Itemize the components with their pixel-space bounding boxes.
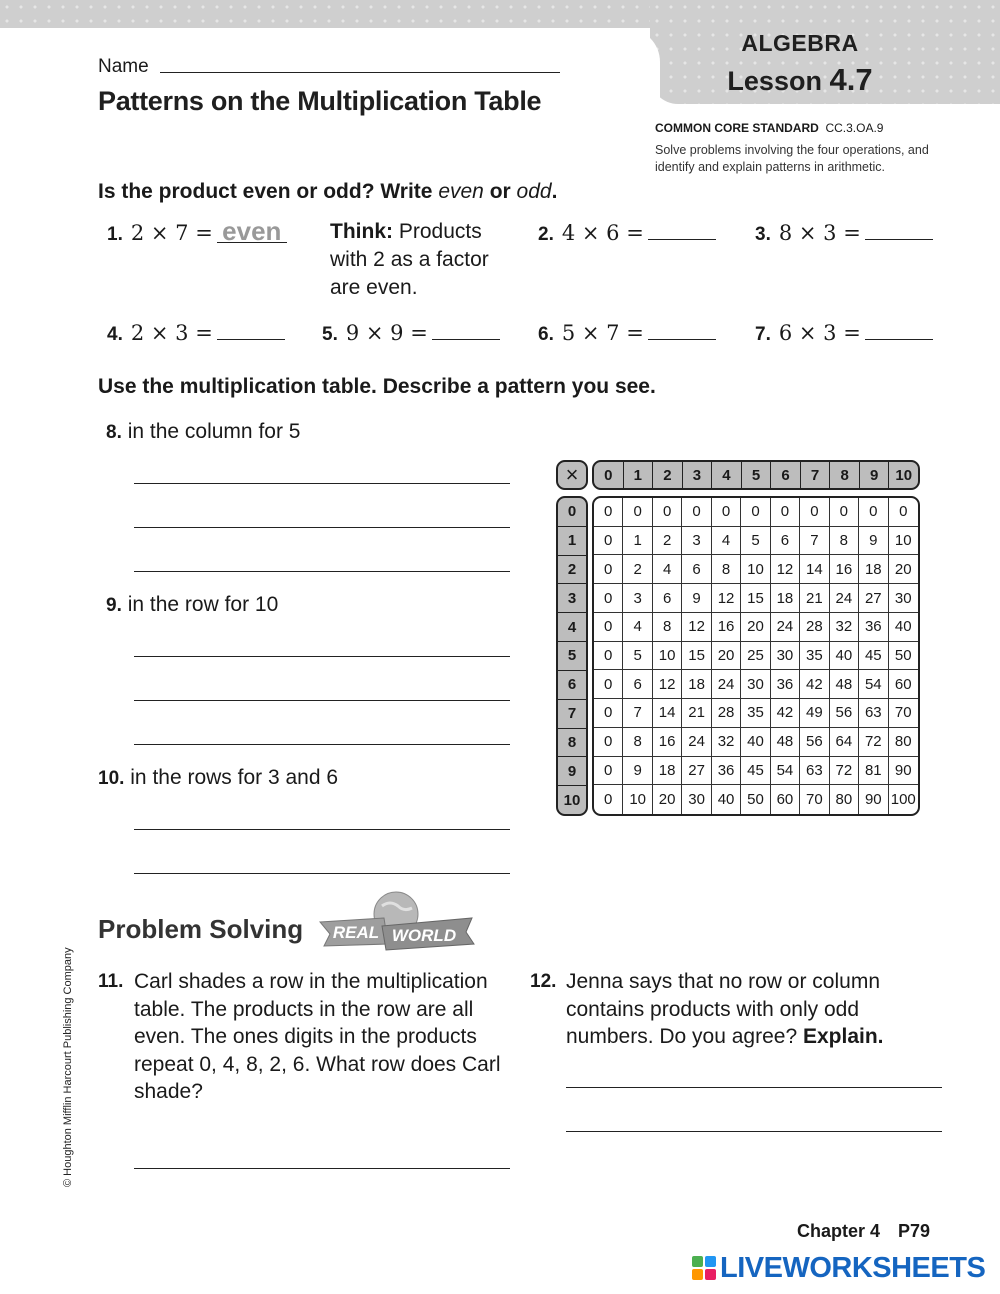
problem-number: 6. <box>538 324 554 345</box>
table-column-header: 8 <box>830 462 860 488</box>
table-cell: 6 <box>771 527 800 556</box>
table-cell: 35 <box>741 699 770 728</box>
answer-blank[interactable] <box>217 322 285 340</box>
name-field[interactable] <box>160 72 560 73</box>
instr-text: Is the product even or odd? Write <box>98 180 439 203</box>
table-cell: 0 <box>594 498 623 527</box>
table-cell: 70 <box>889 699 918 728</box>
table-cell: 0 <box>653 498 682 527</box>
question-9 <box>106 593 278 617</box>
table-cell: 0 <box>889 498 918 527</box>
table-column-header: 9 <box>860 462 890 488</box>
problem-number: 5. <box>322 324 338 345</box>
table-cell: 0 <box>830 498 859 527</box>
answer-line[interactable] <box>134 744 510 745</box>
lesson-number: 4.7 <box>829 62 873 97</box>
table-cell: 32 <box>830 613 859 642</box>
table-cell: 2 <box>653 527 682 556</box>
answer-line[interactable] <box>134 483 510 484</box>
problem-6 <box>538 320 716 346</box>
question-text: in the column for 5 <box>127 420 301 443</box>
table-cell: 10 <box>741 555 770 584</box>
table-cell: 4 <box>623 613 652 642</box>
table-cell: 4 <box>712 527 741 556</box>
table-cell: 18 <box>682 670 711 699</box>
table-cell: 18 <box>653 757 682 786</box>
table-row-headers <box>556 496 588 816</box>
table-column-header: 7 <box>801 462 831 488</box>
table-cell: 35 <box>800 642 829 671</box>
problem-7 <box>755 320 933 346</box>
table-cell: 18 <box>771 584 800 613</box>
table-cell: 10 <box>889 527 918 556</box>
table-cell: 5 <box>623 642 652 671</box>
question-text: Carl shades a row in the multiplication table. The products in the row are all even. The ones digits in the products repeat 0, 4, 8, 2, 6. What row does Carl shade? <box>134 970 501 1103</box>
table-cell: 48 <box>830 670 859 699</box>
chapter-label: Chapter 4 <box>797 1221 881 1241</box>
table-cell: 40 <box>741 728 770 757</box>
table-cell: 0 <box>594 785 623 814</box>
table-corner: × <box>556 460 588 490</box>
table-cell: 30 <box>889 584 918 613</box>
table-cell: 8 <box>830 527 859 556</box>
answer-line[interactable] <box>134 527 510 528</box>
multiplication-table <box>592 496 920 816</box>
table-cell: 50 <box>889 642 918 671</box>
table-cell: 27 <box>859 584 888 613</box>
answer-line[interactable] <box>134 700 510 701</box>
question-10 <box>98 766 338 790</box>
standard-heading <box>655 121 883 135</box>
think-hint <box>330 218 520 302</box>
table-cell: 40 <box>712 785 741 814</box>
table-cell: 9 <box>623 757 652 786</box>
table-cell: 6 <box>623 670 652 699</box>
table-cell: 32 <box>712 728 741 757</box>
table-cell: 14 <box>800 555 829 584</box>
instr-dot: . <box>551 180 558 203</box>
table-cell: 8 <box>623 728 652 757</box>
table-cell: 20 <box>889 555 918 584</box>
question-number: 8. <box>106 422 122 443</box>
table-cell: 20 <box>741 613 770 642</box>
table-row-header: 8 <box>558 729 586 758</box>
table-column-header: 2 <box>653 462 683 488</box>
table-cell: 0 <box>594 584 623 613</box>
problem-5 <box>322 320 500 346</box>
table-column-headers <box>592 460 920 490</box>
section1-instruction <box>98 180 557 204</box>
table-cell: 36 <box>712 757 741 786</box>
table-cell: 40 <box>889 613 918 642</box>
instr-even: even <box>438 180 484 203</box>
table-row-header: 0 <box>558 498 586 527</box>
think-label: Think: <box>330 220 393 243</box>
copyright-notice: © Houghton Mifflin Harcourt Publishing Company <box>62 947 74 1187</box>
table-cell: 12 <box>653 670 682 699</box>
table-cell: 72 <box>830 757 859 786</box>
table-cell: 0 <box>594 613 623 642</box>
table-cell: 3 <box>623 584 652 613</box>
problem-number: 2. <box>538 224 554 245</box>
table-cell: 90 <box>889 757 918 786</box>
section2-instruction: Use the multiplication table. Describe a pattern you see. <box>98 375 656 398</box>
table-cell: 20 <box>653 785 682 814</box>
table-cell: 80 <box>830 785 859 814</box>
answer-line[interactable] <box>566 1131 942 1132</box>
table-cell: 30 <box>741 670 770 699</box>
algebra-label: ALGEBRA <box>741 30 859 56</box>
table-cell: 16 <box>712 613 741 642</box>
problem-expression: 8 × 3 = <box>778 221 861 245</box>
table-cell: 36 <box>859 613 888 642</box>
answer-blank[interactable] <box>865 322 933 340</box>
problem-expression: 2 × 3 = <box>130 321 213 345</box>
table-cell: 16 <box>830 555 859 584</box>
brand-name: LIVEWORKSHEETS <box>720 1251 986 1284</box>
table-cell: 54 <box>771 757 800 786</box>
table-cell: 0 <box>594 699 623 728</box>
table-cell: 63 <box>859 699 888 728</box>
table-column-header: 1 <box>624 462 654 488</box>
table-cell: 0 <box>741 498 770 527</box>
problem-solving-title: Problem Solving <box>98 914 304 944</box>
answer-line[interactable] <box>134 873 510 874</box>
table-cell: 49 <box>800 699 829 728</box>
table-column-header: 5 <box>742 462 772 488</box>
table-cell: 3 <box>682 527 711 556</box>
table-cell: 0 <box>594 728 623 757</box>
table-cell: 90 <box>859 785 888 814</box>
table-cell: 28 <box>712 699 741 728</box>
table-cell: 12 <box>712 584 741 613</box>
table-cell: 24 <box>830 584 859 613</box>
table-cell: 50 <box>741 785 770 814</box>
table-cell: 60 <box>889 670 918 699</box>
table-cell: 15 <box>741 584 770 613</box>
table-cell: 1 <box>623 527 652 556</box>
table-cell: 64 <box>830 728 859 757</box>
page-title: Patterns on the Multiplication Table <box>98 86 542 116</box>
page-number: P79 <box>898 1221 931 1241</box>
table-column-header: 3 <box>683 462 713 488</box>
answer-line[interactable] <box>134 1168 510 1169</box>
standard-code: CC.3.OA.9 <box>825 121 884 135</box>
table-cell: 42 <box>771 699 800 728</box>
table-cell: 8 <box>712 555 741 584</box>
table-cell: 12 <box>771 555 800 584</box>
table-cell: 6 <box>653 584 682 613</box>
table-cell: 5 <box>741 527 770 556</box>
problem-3 <box>755 220 933 246</box>
page-footer <box>797 1221 930 1242</box>
table-row-header: 3 <box>558 584 586 613</box>
table-cell: 15 <box>682 642 711 671</box>
standard-label: COMMON CORE STANDARD <box>655 121 819 135</box>
table-column-header: 4 <box>712 462 742 488</box>
answer-blank[interactable] <box>432 322 500 340</box>
instr-or: or <box>483 180 517 203</box>
table-cell: 24 <box>712 670 741 699</box>
table-cell: 0 <box>594 670 623 699</box>
table-cell: 30 <box>682 785 711 814</box>
lesson-word: Lesson <box>727 66 822 96</box>
banner-real: REAL <box>332 923 380 942</box>
liveworksheets-logo[interactable] <box>692 1253 985 1283</box>
table-cell: 72 <box>859 728 888 757</box>
table-cell: 100 <box>890 791 916 809</box>
table-cell: 81 <box>859 757 888 786</box>
table-cell: 70 <box>800 785 829 814</box>
question-text: in the row for 10 <box>127 593 279 616</box>
question-number: 10. <box>98 768 125 789</box>
blocks-icon <box>692 1256 716 1280</box>
problem-expression: 9 × 9 = <box>345 321 428 345</box>
table-cell: 56 <box>830 699 859 728</box>
table-cell: 7 <box>623 699 652 728</box>
table-cell: 8 <box>653 613 682 642</box>
problem-number: 4. <box>107 324 123 345</box>
table-cell: 0 <box>800 498 829 527</box>
table-cell: 54 <box>859 670 888 699</box>
table-cell: 0 <box>594 642 623 671</box>
question-text: in the rows for 3 and 6 <box>130 766 339 789</box>
table-cell: 24 <box>771 613 800 642</box>
table-cell: 0 <box>594 757 623 786</box>
table-cell: 42 <box>800 670 829 699</box>
table-cell: 2 <box>623 555 652 584</box>
table-cell: 30 <box>771 642 800 671</box>
table-row-header: 4 <box>558 613 586 642</box>
table-cell: 21 <box>682 699 711 728</box>
problem-number: 1. <box>107 224 123 245</box>
answer-blank[interactable] <box>648 222 716 240</box>
table-cell: 63 <box>800 757 829 786</box>
think-text: Products with 2 as a factor are even. <box>330 220 489 299</box>
table-column-header: 6 <box>771 462 801 488</box>
table-cell: 6 <box>682 555 711 584</box>
problem-4 <box>107 320 285 346</box>
table-cell: 21 <box>800 584 829 613</box>
table-cell: 24 <box>682 728 711 757</box>
table-cell: 27 <box>682 757 711 786</box>
table-cell: 40 <box>830 642 859 671</box>
table-cell: 12 <box>682 613 711 642</box>
table-row-header: 2 <box>558 556 586 585</box>
table-cell: 0 <box>771 498 800 527</box>
problem-2 <box>538 220 716 246</box>
problem-expression: 6 × 3 = <box>778 321 861 345</box>
table-cell: 48 <box>771 728 800 757</box>
table-row-header: 1 <box>558 527 586 556</box>
problem-expression: 5 × 7 = <box>561 321 644 345</box>
table-cell: 0 <box>594 555 623 584</box>
table-row-header: 5 <box>558 642 586 671</box>
lesson-label <box>650 62 950 98</box>
problem-expression: 2 × 7 = <box>130 221 213 245</box>
question-number: 11. <box>98 971 124 992</box>
problem-number: 3. <box>755 224 771 245</box>
answer-line[interactable] <box>134 656 510 657</box>
real-world-banner <box>316 888 478 958</box>
question-number: 12. <box>530 971 557 992</box>
answer-line[interactable] <box>566 1087 942 1088</box>
table-cell: 20 <box>712 642 741 671</box>
answer-line[interactable] <box>134 571 510 572</box>
problem-number: 7. <box>755 324 771 345</box>
table-cell: 4 <box>653 555 682 584</box>
answer-blank[interactable]: even <box>217 220 287 243</box>
table-cell: 60 <box>771 785 800 814</box>
table-row-header: 6 <box>558 671 586 700</box>
table-cell: 18 <box>859 555 888 584</box>
banner-world: WORLD <box>391 926 457 945</box>
table-cell: 0 <box>623 498 652 527</box>
table-cell: 0 <box>859 498 888 527</box>
table-cell: 25 <box>741 642 770 671</box>
standard-text: Solve problems involving the four operations, and identify and explain patterns in arithmetic. <box>655 143 929 174</box>
table-cell: 16 <box>653 728 682 757</box>
answer-blank[interactable] <box>865 222 933 240</box>
table-cell: 14 <box>653 699 682 728</box>
table-cell: 7 <box>800 527 829 556</box>
table-cell: 56 <box>800 728 829 757</box>
question-number: 9. <box>106 595 122 616</box>
problem-1 <box>107 216 287 246</box>
table-cell: 0 <box>682 498 711 527</box>
table-cell: 9 <box>682 584 711 613</box>
answer-line[interactable] <box>134 829 510 830</box>
instr-odd: odd <box>516 180 552 203</box>
question-11 <box>98 968 514 1106</box>
table-column-header: 0 <box>594 462 624 488</box>
table-cell: 45 <box>859 642 888 671</box>
question-explain: Explain. <box>802 1025 884 1048</box>
table-cell: 36 <box>771 670 800 699</box>
answer-blank[interactable] <box>648 322 716 340</box>
table-cell: 28 <box>800 613 829 642</box>
table-cell: 9 <box>859 527 888 556</box>
table-cell: 0 <box>712 498 741 527</box>
question-text: Jenna says that no row or column contains products with only odd numbers. Do you agree? <box>566 970 880 1048</box>
problem-expression: 4 × 6 = <box>561 221 644 245</box>
table-row-header: 10 <box>563 791 581 809</box>
table-row-header: 9 <box>558 757 586 786</box>
table-cell: 10 <box>623 785 652 814</box>
table-column-header: 10 <box>895 466 913 484</box>
table-cell: 0 <box>594 527 623 556</box>
table-cell: 10 <box>653 642 682 671</box>
question-8 <box>106 420 300 444</box>
table-row-header: 7 <box>558 700 586 729</box>
question-12 <box>530 968 946 1051</box>
name-label: Name <box>98 56 149 77</box>
table-cell: 80 <box>889 728 918 757</box>
table-cell: 45 <box>741 757 770 786</box>
